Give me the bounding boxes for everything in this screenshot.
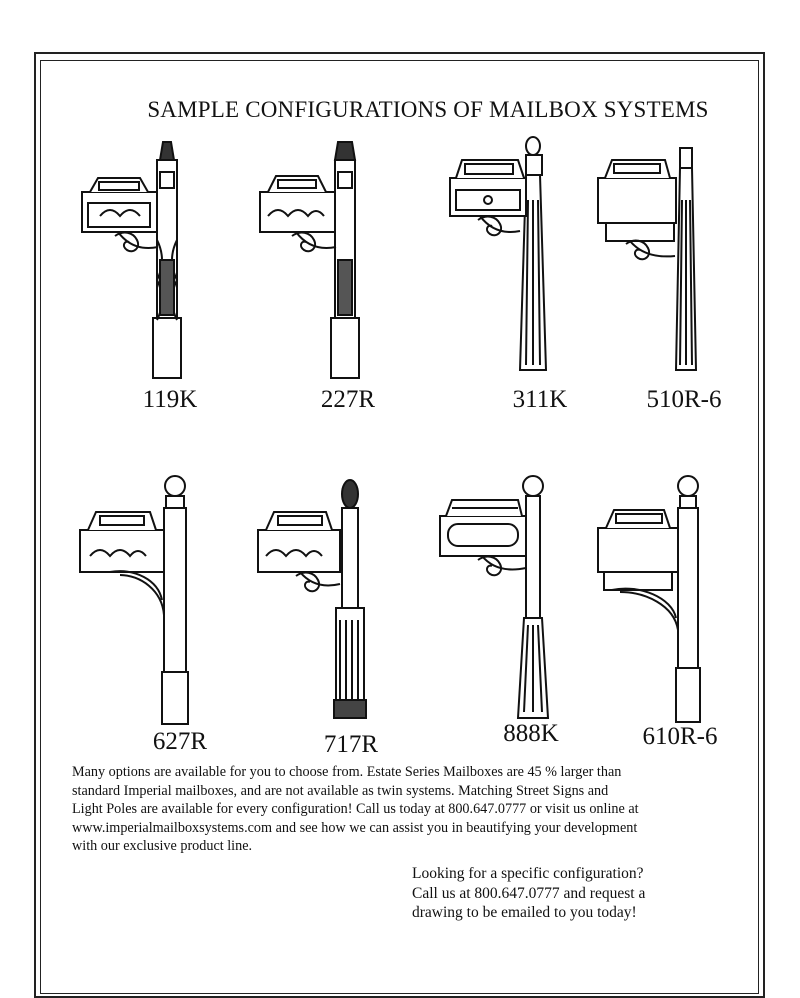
model-label-610r6: 610R-6 [642,723,718,750]
model-label-119k: 119K [142,386,198,413]
model-label-227r: 227R [320,386,376,413]
description-paragraph [72,763,742,856]
contact-callout [412,864,732,923]
model-label-717r: 717R [323,731,379,758]
description-line: www.imperialmailboxsystems.com and see how we can assist you in beautifying your development [72,819,638,836]
callout-line: drawing to be emailed to you today! [412,904,637,921]
mailbox-227r-drawing [260,142,359,378]
description-line: Light Poles are available for every configuration! Call us today at 800.647.0777 or visit us online at [72,801,639,817]
mailbox-119k-drawing [82,142,181,378]
mailbox-311k-drawing [450,137,546,370]
description-line: standard Imperial mailboxes, and are not available as twin systems. Matching Street Signs and [72,782,609,799]
model-label-888k: 888K [503,720,559,747]
model-label-311k: 311K [512,386,568,413]
model-label-627r: 627R [152,728,208,755]
description-line: Many options are available for you to choose from. Estate Series Mailboxes are 45 % larger than [72,764,622,780]
callout-line: Call us at 800.647.0777 and request a [412,884,646,902]
mailbox-888k-drawing [440,476,548,718]
model-label-510r6: 510R-6 [646,386,722,413]
page-title: SAMPLE CONFIGURATIONS OF MAILBOX SYSTEMS [147,97,709,122]
mailbox-627r-drawing [80,476,188,724]
description-line: with our exclusive product line. [72,838,253,854]
mailbox-717r-drawing [258,480,366,718]
mailbox-510r6-drawing [598,148,696,370]
mailbox-610r6-drawing [598,476,700,722]
callout-line: Looking for a specific configuration? [412,865,644,882]
